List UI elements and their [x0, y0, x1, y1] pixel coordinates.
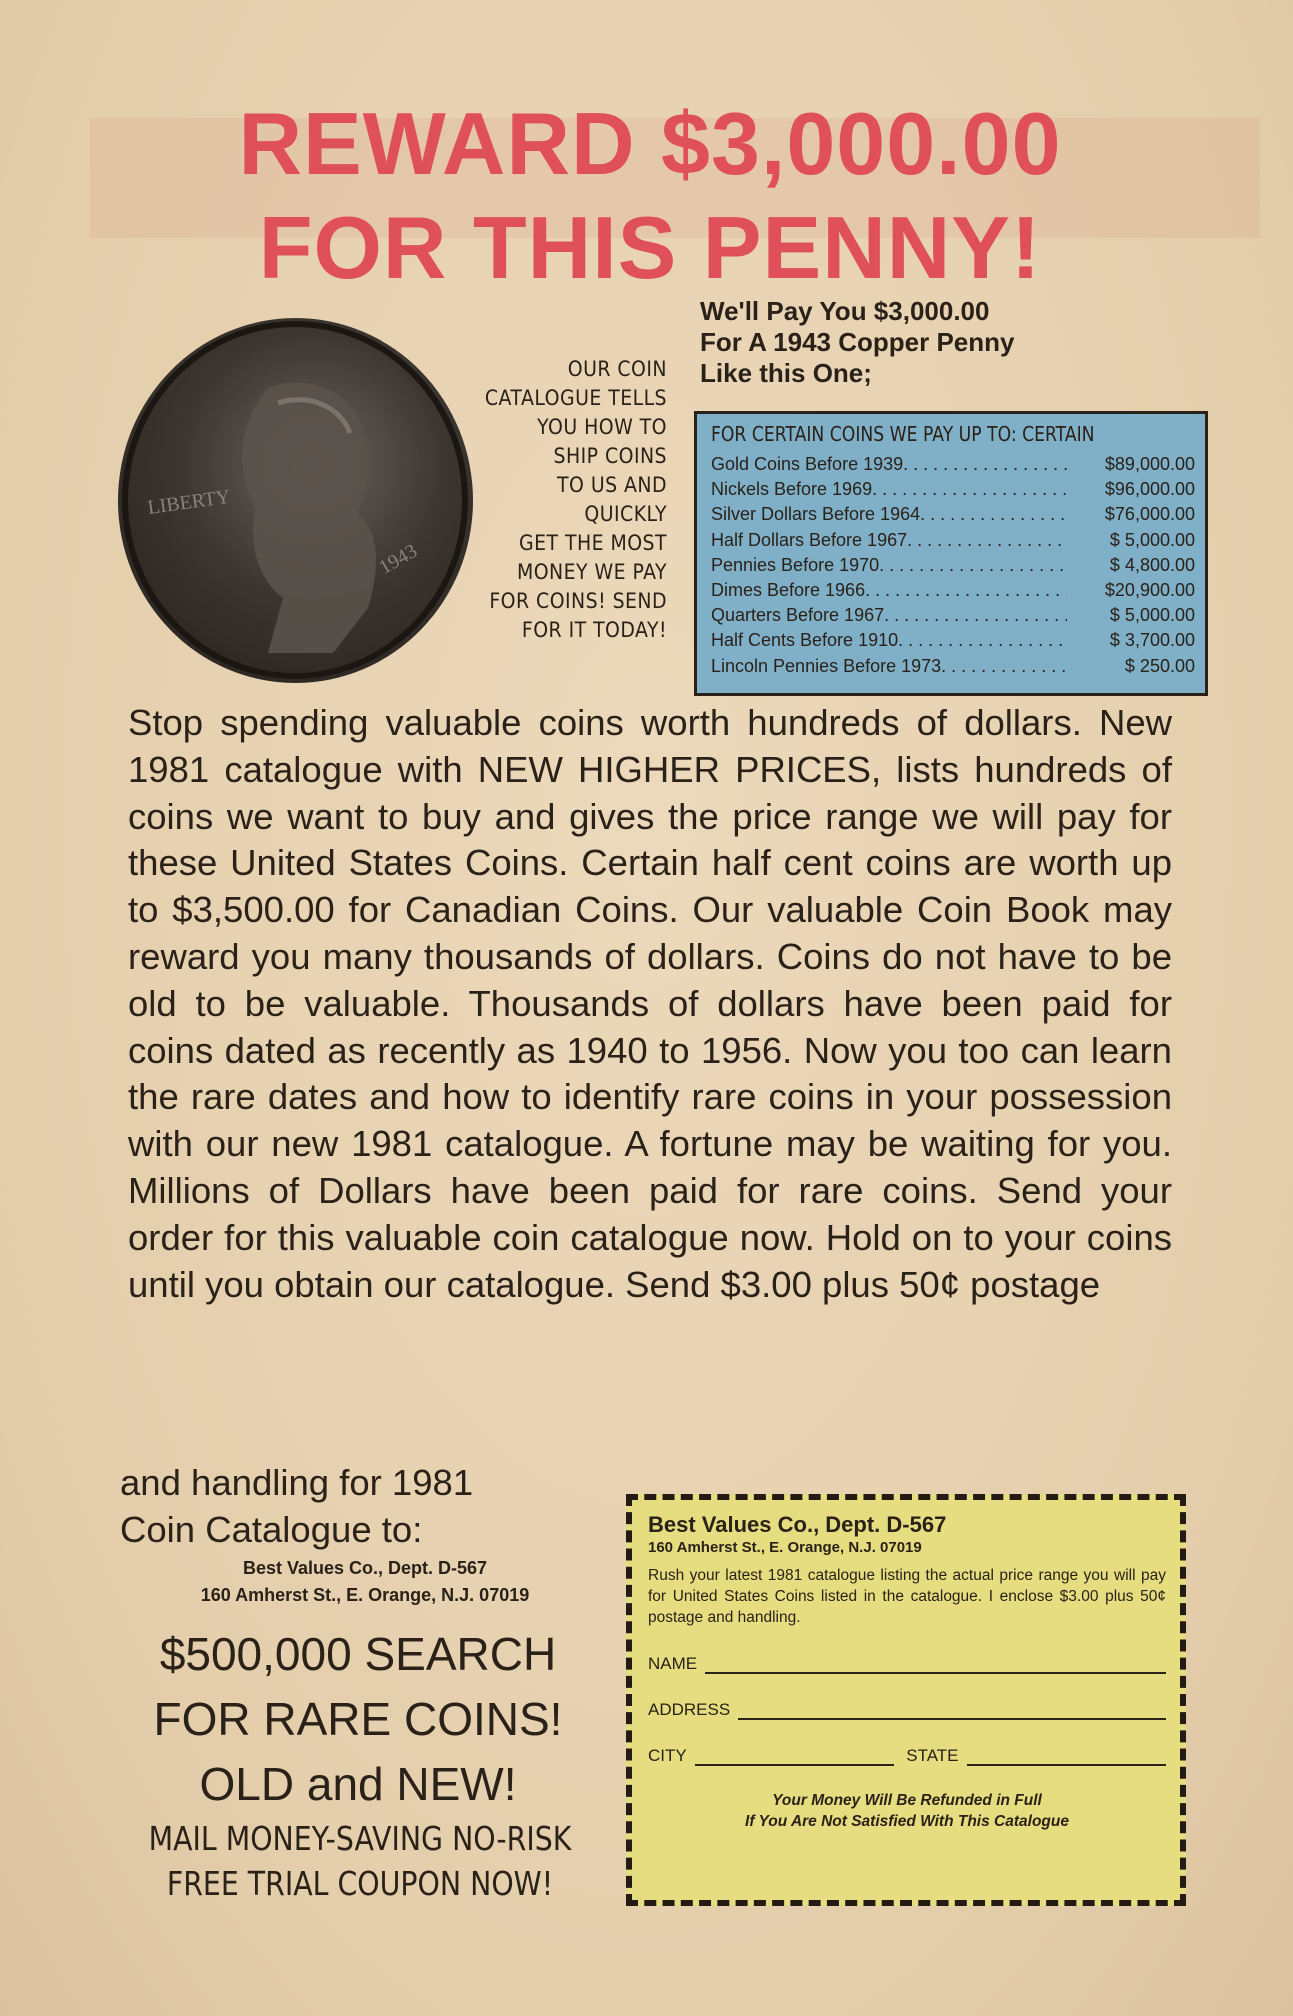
refund-guarantee: Your Money Will Be Refunded in Full If You Are Not Satisfied With This Catalogue [745, 1792, 1069, 1830]
price-row: Lincoln Pennies Before 1973 . . . $ 250.00 [711, 654, 1195, 679]
headline-line-1: REWARD $3,000.00 [238, 94, 1062, 193]
order-instructions: and handling for 1981 Coin Catalogue to: [120, 1462, 474, 1550]
price-row: Gold Coins Before 1939 . . . $89,000.00 [711, 452, 1195, 477]
coupon-address: 160 Amherst St., E. Orange, N.J. 07019 [648, 1539, 922, 1556]
price-row: Pennies Before 1970 . . . $ 4,800.00 [711, 553, 1195, 578]
coupon-company: Best Values Co., Dept. D-567 [648, 1512, 947, 1537]
svg-text:1943: 1943 [375, 539, 422, 579]
price-row: Silver Dollars Before 1964 . . . $76,000.00 [711, 502, 1195, 527]
price-row: Dimes Before 1966 . . . $20,900.00 [711, 578, 1195, 603]
search-banner: $500,000 SEARCH FOR RARE COINS! OLD and NEW! [153, 1628, 563, 1810]
name-field[interactable] [648, 1654, 1166, 1674]
mailing-address: Best Values Co., Dept. D-567 160 Amherst St., E. Orange, N.J. 07019 [200, 1558, 530, 1605]
penny-photo [118, 318, 473, 683]
mail-coupon-callout: MAIL MONEY-SAVING NO-RISK FREE TRIAL COUPON NOW! [148, 1819, 572, 1903]
city-label: CITY [648, 1746, 687, 1765]
svg-text:LIBERTY: LIBERTY [146, 485, 232, 520]
city-state-field[interactable] [648, 1746, 1166, 1766]
price-row: Nickels Before 1969 . . . $96,000.00 [711, 477, 1195, 502]
coupon-body: Rush your latest 1981 catalogue listing the actual price range you will pay for United States Coins listed in the catalogue. I enclose $3.00 plus 50¢ postage and handling. [648, 1567, 1166, 1626]
lincoln-penny-icon [118, 318, 473, 683]
price-row: Quarters Before 1967 . . . $ 5,000.00 [711, 603, 1195, 628]
state-line[interactable] [967, 1750, 1167, 1766]
address-field[interactable] [648, 1700, 1166, 1720]
price-row: Half Dollars Before 1967 . . . $ 5,000.00 [711, 528, 1195, 553]
address-label: ADDRESS [648, 1700, 731, 1719]
state-label: STATE [906, 1746, 959, 1765]
headline [150, 92, 1150, 300]
order-coupon[interactable] [626, 1494, 1186, 1906]
pay-intro: We'll Pay You $3,000.00 For A 1943 Copper Penny Like this One; [700, 296, 1015, 388]
name-label: NAME [648, 1654, 698, 1673]
address-line[interactable] [738, 1704, 1166, 1720]
name-line[interactable] [705, 1658, 1166, 1674]
city-line[interactable] [695, 1750, 895, 1766]
headline-line-2: FOR THIS PENNY! [258, 198, 1042, 297]
coin-catalogue-blurb: OUR COIN CATALOGUE TELLS YOU HOW TO SHIP COINS TO US AND QUICKLY GET THE MOST MONEY WE PAY FOR COINS! SEND FOR IT TODAY! [484, 357, 667, 642]
price-row: Half Cents Before 1910 . . . $ 3,700.00 [711, 628, 1195, 653]
ad-body-copy: Stop spending valuable coins worth hundreds of dollars. New 1981 catalogue with NEW HIGHER PRICES, lists hundreds of coins we want to buy and gives the price range we will pay for these United States Coins. Certain half cent coins are worth up to $3,500.00 for Canadian Coins. Our valuable Coin Book may reward you many thousands of dollars. Coins do not have to be old to be valuable. Thousands of dollars have been paid for coins dated as recently as 1940 to 1956. Now you too can learn the rare dates and how to identify rare coins in your possession with our new 1981 catalogue. A fortune may be waiting for you. Millions of Dollars have been paid for rare coins. Send your order for this valuable coin catalogue now. Hold on to your coins until you obtain our catalogue. Send $3.00 plus 50¢ postage [128, 702, 1172, 1305]
price-table-heading: FOR CERTAIN COINS WE PAY UP TO: CERTAIN [711, 422, 1095, 446]
price-table [694, 411, 1208, 696]
